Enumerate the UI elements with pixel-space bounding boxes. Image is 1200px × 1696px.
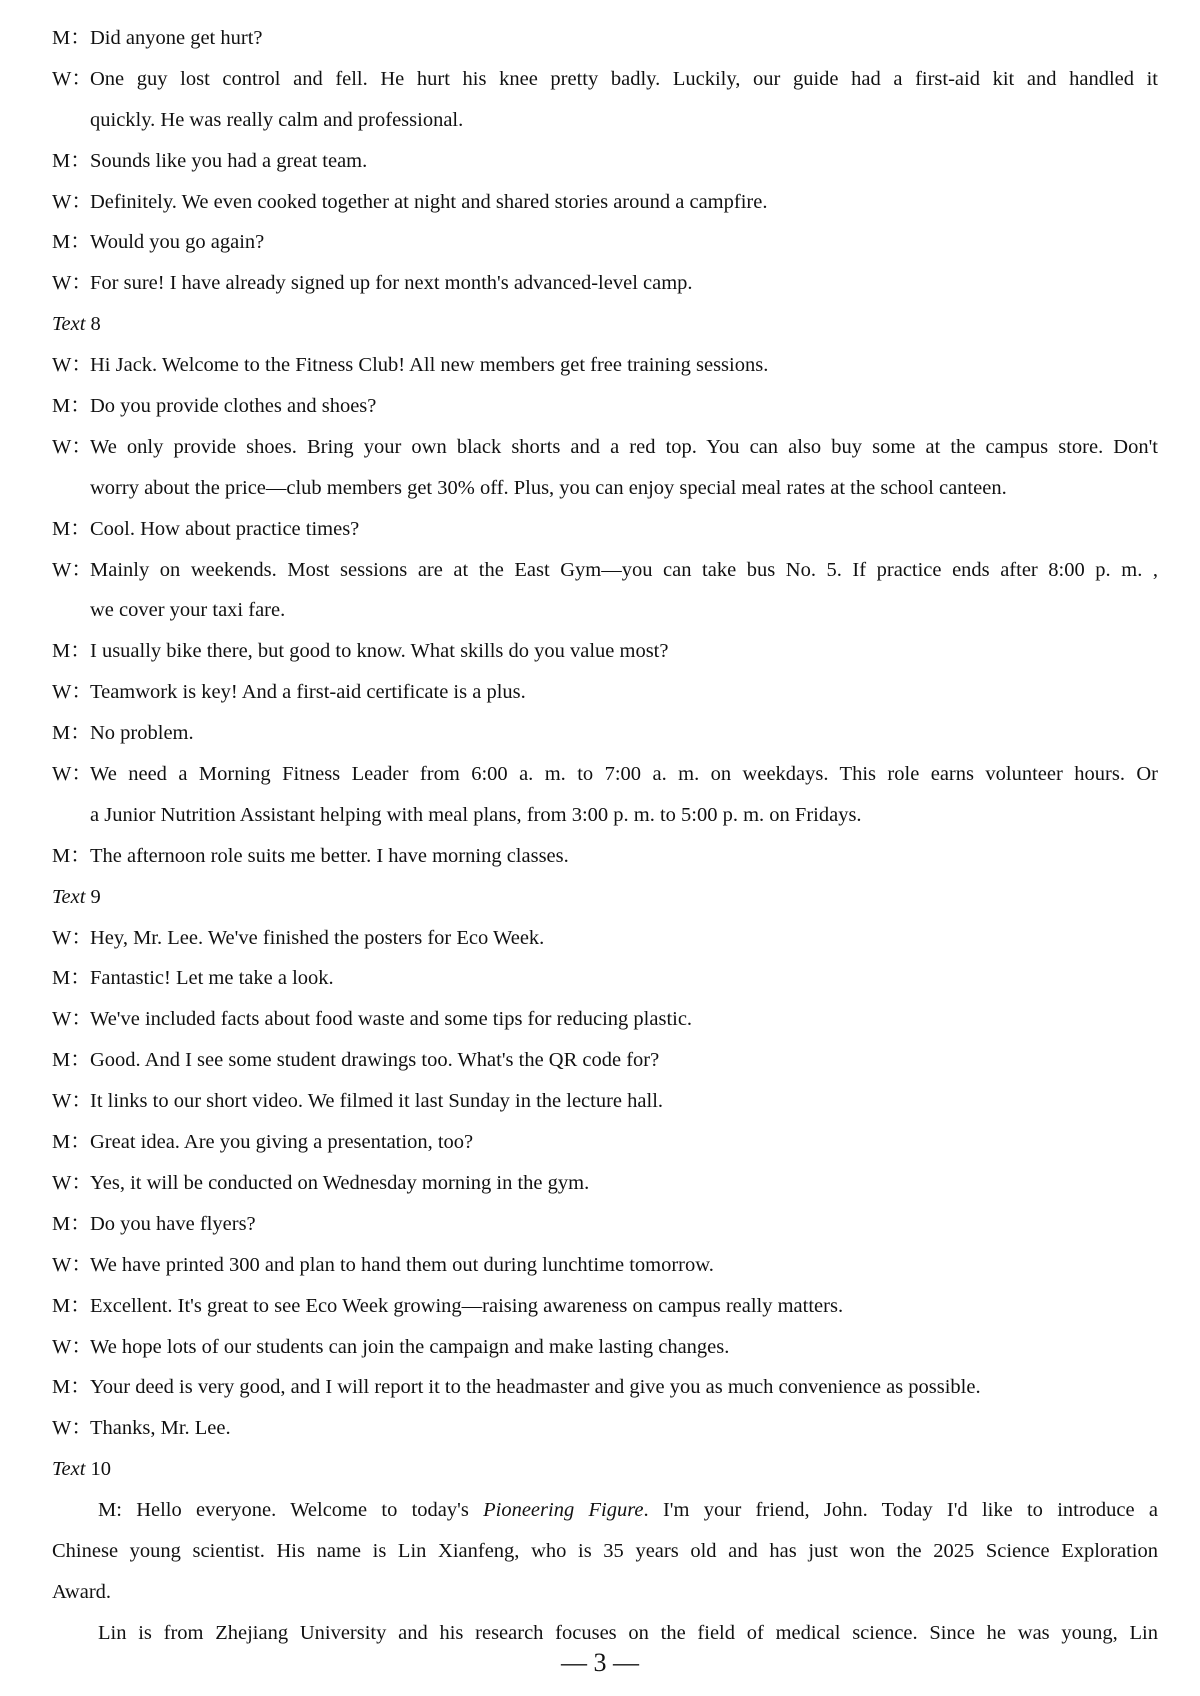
- speaker-label: W：: [52, 558, 92, 581]
- speaker-label: W：: [52, 681, 92, 704]
- line-text: One guy lost control and fell. He hurt his knee pretty badly. Luckily, our guide had a first-aid kit and handled it: [90, 67, 1158, 90]
- dialogue-line: [52, 263, 1158, 304]
- program-title: Pioneering Figure: [483, 1499, 644, 1522]
- dialogue-line: [52, 222, 1158, 263]
- dialogue-line: [52, 427, 1158, 468]
- speaker-label: M：: [52, 1131, 91, 1154]
- dialogue-line: [52, 754, 1158, 795]
- line-text: Do you provide clothes and shoes?: [90, 395, 377, 418]
- line-text: Award.: [52, 1580, 112, 1603]
- dialogue-line: [52, 509, 1158, 550]
- heading-word: Text: [52, 885, 86, 908]
- speaker-label: W：: [52, 763, 92, 786]
- speaker-label: W：: [52, 1090, 92, 1113]
- dialogue-continuation: [52, 100, 1158, 141]
- heading-number: 10: [90, 1458, 112, 1481]
- line-text: . I'm your friend, John. Today I'd like to introduce a: [643, 1499, 1159, 1522]
- text-heading: [52, 1449, 1158, 1490]
- speaker-label: W：: [52, 354, 92, 377]
- dialogue-line: [52, 1163, 1158, 1204]
- text-heading: [52, 304, 1158, 345]
- line-text: Your deed is very good, and I will report it to the headmaster and give you as much convenience as possible.: [90, 1376, 981, 1399]
- line-text: worry about the price—club members get 30% off. Plus, you can enjoy special meal rates at the school canteen.: [90, 476, 1007, 499]
- line-text: Sounds like you had a great team.: [90, 149, 368, 172]
- speaker-label: W：: [52, 1417, 92, 1440]
- page-number: — 3 —: [561, 1648, 639, 1677]
- speaker-label: W：: [52, 435, 92, 458]
- line-text: Lin is from Zhejiang University and his research focuses on the field of medical science. Since he was young, Lin: [98, 1621, 1158, 1644]
- heading-word: Text: [52, 1458, 86, 1481]
- dialogue-line: [52, 182, 1158, 223]
- dialogue-line: [52, 141, 1158, 182]
- line-text: We need a Morning Fitness Leader from 6:00 a. m. to 7:00 a. m. on weekdays. This role earns volunteer hours. Or: [90, 763, 1158, 786]
- dialogue-line: [52, 345, 1158, 386]
- dialogue-continuation: [52, 795, 1158, 836]
- dialogue-line: [52, 836, 1158, 877]
- speaker-label: W：: [52, 67, 92, 90]
- dialogue-line: [52, 713, 1158, 754]
- speaker-label: W：: [52, 272, 92, 295]
- monologue-line: [52, 1531, 1158, 1572]
- line-text: Hi Jack. Welcome to the Fitness Club! All new members get free training sessions.: [90, 354, 769, 377]
- line-text: Hey, Mr. Lee. We've finished the posters for Eco Week.: [90, 926, 545, 949]
- dialogue-line: [52, 631, 1158, 672]
- line-text: M: Hello everyone. Welcome to today's: [98, 1499, 484, 1522]
- transcript-body: [52, 18, 1158, 1654]
- dialogue-line: [52, 18, 1158, 59]
- dialogue-line: [52, 1367, 1158, 1408]
- dialogue-continuation: [52, 590, 1158, 631]
- speaker-label: M：: [52, 395, 91, 418]
- dialogue-continuation: [52, 468, 1158, 509]
- line-text: a Junior Nutrition Assistant helping with meal plans, from 3:00 p. m. to 5:00 p. m. on Fridays.: [90, 803, 862, 826]
- speaker-label: W：: [52, 1008, 92, 1031]
- speaker-label: M：: [52, 1376, 91, 1399]
- line-text: Good. And I see some student drawings too. What's the QR code for?: [90, 1049, 660, 1072]
- dialogue-line: [52, 1040, 1158, 1081]
- line-text: We only provide shoes. Bring your own black shorts and a red top. You can also buy some at the campus store. Don't: [90, 435, 1158, 458]
- speaker-label: M：: [52, 517, 91, 540]
- dialogue-line: [52, 1408, 1158, 1449]
- line-text: we cover your taxi fare.: [90, 599, 286, 622]
- speaker-label: W：: [52, 1171, 92, 1194]
- dialogue-line: [52, 1286, 1158, 1327]
- speaker-label: M：: [52, 231, 91, 254]
- monologue-line: [52, 1572, 1158, 1613]
- line-text: Mainly on weekends. Most sessions are at the East Gym—you can take bus No. 5. If practice ends after 8:00 p. m. ,: [90, 558, 1158, 581]
- line-text: No problem.: [90, 722, 194, 745]
- dialogue-line: [52, 672, 1158, 713]
- text-heading: [52, 877, 1158, 918]
- line-text: We hope lots of our students can join the campaign and make lasting changes.: [90, 1335, 730, 1358]
- line-text: I usually bike there, but good to know. What skills do you value most?: [90, 640, 669, 663]
- speaker-label: M：: [52, 640, 91, 663]
- line-text: The afternoon role suits me better. I have morning classes.: [90, 844, 569, 867]
- speaker-label: W：: [52, 190, 92, 213]
- line-text: Fantastic! Let me take a look.: [90, 967, 334, 990]
- line-text: Would you go again?: [90, 231, 265, 254]
- speaker-label: M：: [52, 1212, 91, 1235]
- line-text: For sure! I have already signed up for next month's advanced-level camp.: [90, 272, 693, 295]
- dialogue-line: [52, 918, 1158, 959]
- dialogue-line: [52, 386, 1158, 427]
- speaker-label: M：: [52, 967, 91, 990]
- line-text: Cool. How about practice times?: [90, 517, 360, 540]
- speaker-label: W：: [52, 1335, 92, 1358]
- line-text: Thanks, Mr. Lee.: [90, 1417, 231, 1440]
- line-text: Do you have flyers?: [90, 1212, 256, 1235]
- line-text: Did anyone get hurt?: [90, 27, 263, 49]
- speaker-label: W：: [52, 926, 92, 949]
- line-text: Yes, it will be conducted on Wednesday morning in the gym.: [90, 1171, 590, 1194]
- line-text: We have printed 300 and plan to hand them out during lunchtime tomorrow.: [90, 1253, 714, 1276]
- speaker-label: M：: [52, 149, 91, 172]
- speaker-label: M：: [52, 1294, 91, 1317]
- speaker-label: M：: [52, 27, 91, 49]
- dialogue-line: [52, 1081, 1158, 1122]
- dialogue-line: [52, 59, 1158, 100]
- line-text: Excellent. It's great to see Eco Week growing—raising awareness on campus really matters.: [90, 1294, 844, 1317]
- monologue-line: [52, 1490, 1158, 1531]
- heading-word: Text: [52, 313, 86, 336]
- dialogue-line: [52, 1327, 1158, 1368]
- dialogue-line: [52, 1245, 1158, 1286]
- line-text: quickly. He was really calm and professional.: [90, 108, 464, 131]
- line-text: Great idea. Are you giving a presentation, too?: [90, 1131, 474, 1154]
- dialogue-line: [52, 958, 1158, 999]
- heading-number: 8: [90, 313, 101, 336]
- line-text: We've included facts about food waste and some tips for reducing plastic.: [90, 1008, 693, 1031]
- line-text: Chinese young scientist. His name is Lin Xianfeng, who is 35 years old and has just won the 2025 Science Exploration: [52, 1539, 1158, 1562]
- dialogue-line: [52, 999, 1158, 1040]
- line-text: Teamwork is key! And a first-aid certificate is a plus.: [90, 681, 526, 704]
- speaker-label: M：: [52, 1049, 91, 1072]
- dialogue-line: [52, 1122, 1158, 1163]
- line-text: Definitely. We even cooked together at night and shared stories around a campfire.: [90, 190, 768, 213]
- heading-number: 9: [90, 885, 101, 908]
- speaker-label: W：: [52, 1253, 92, 1276]
- speaker-label: M：: [52, 844, 91, 867]
- speaker-label: M：: [52, 722, 91, 745]
- dialogue-line: [52, 550, 1158, 591]
- dialogue-line: [52, 1204, 1158, 1245]
- line-text: It links to our short video. We filmed it last Sunday in the lecture hall.: [90, 1090, 664, 1113]
